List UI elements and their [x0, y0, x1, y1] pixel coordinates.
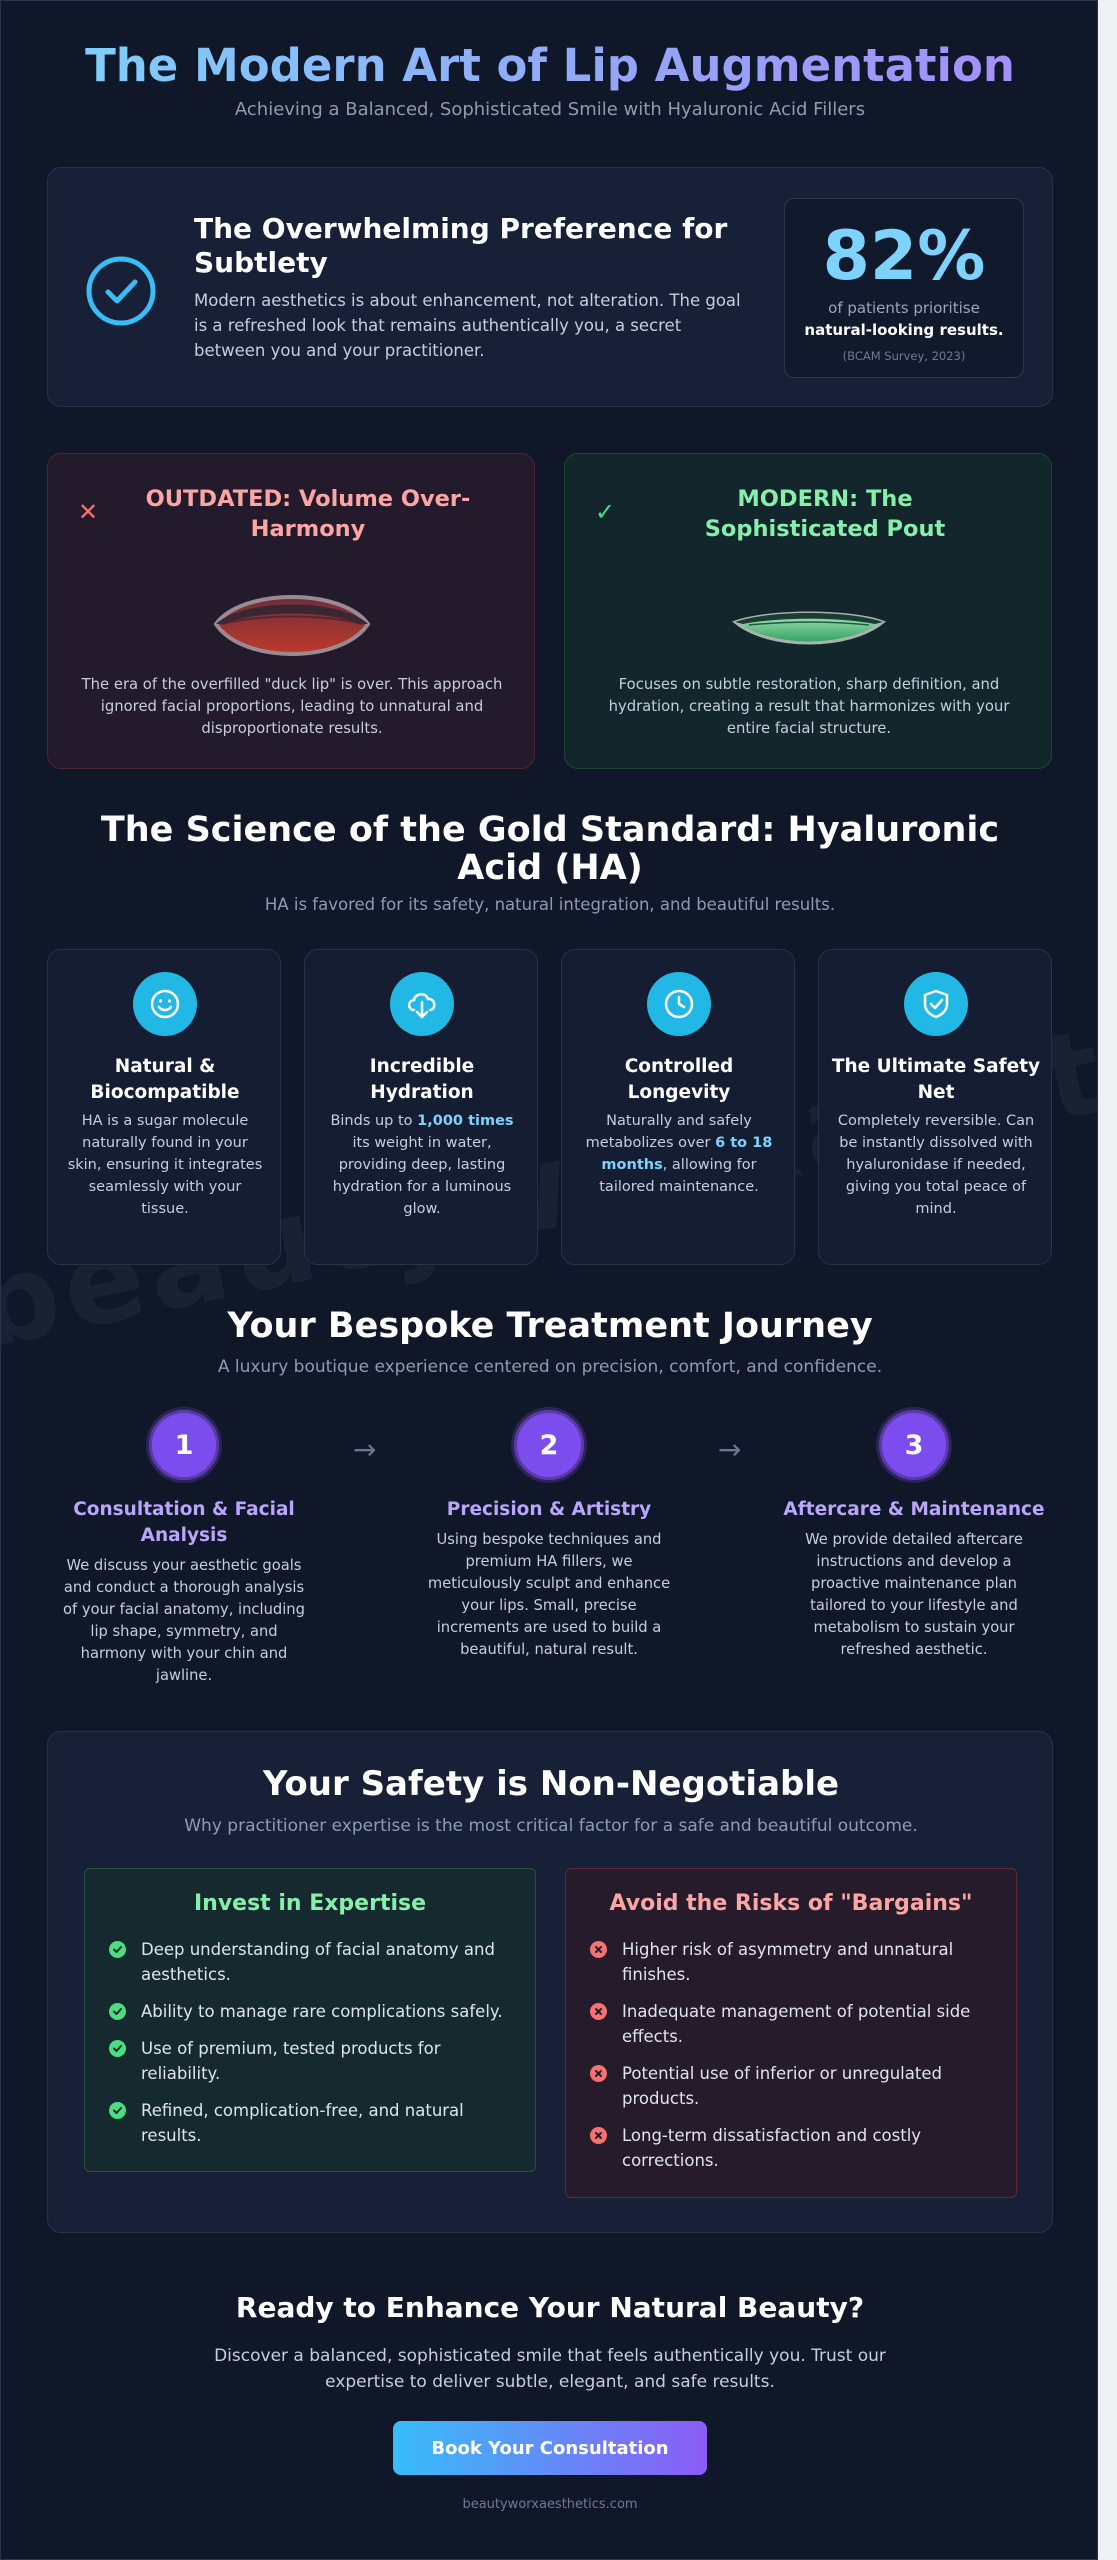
invest-title: Invest in Expertise: [193, 1891, 427, 1916]
stat-line-1: of patients prioritise: [828, 299, 980, 317]
x-icon: ✕: [78, 498, 99, 526]
feature-card-hydration: [304, 949, 538, 1265]
avoid-list: [590, 1937, 994, 2185]
check-circle-icon: [84, 254, 158, 328]
science-subtitle: HA is favored for its safety, natural integration, and beautiful results.: [264, 895, 836, 914]
feature-text: Naturally and safely metabolizes over 6 to 18 months, allowing for tailored maintenance.: [585, 1113, 773, 1195]
step-title: Precision & Artistry: [446, 1499, 652, 1520]
outdated-card: [47, 453, 535, 769]
modern-card: [564, 453, 1052, 769]
clock-icon: [647, 972, 711, 1036]
list-item: Long-term dissatisfaction and costly corrections.: [590, 2123, 994, 2173]
journey-title: Your Bespoke Treatment Journey: [227, 1306, 873, 1346]
step-number-3: 3: [879, 1410, 949, 1480]
step-title: Consultation & Facial Analysis: [73, 1499, 295, 1546]
list-item: Potential use of inferior or unregulated products.: [590, 2061, 994, 2111]
check-icon: [109, 2102, 126, 2119]
check-icon: [109, 2003, 126, 2020]
preference-text: Modern aesthetics is about enhancement, not alteration. The goal is a refreshed look that remains authentically you, a secret between you and your practitioner.: [194, 291, 741, 360]
feature-card-longevity: [561, 949, 795, 1265]
check-icon: ✓: [595, 498, 616, 526]
list-item: Higher risk of asymmetry and unnatural finishes.: [590, 1937, 994, 1987]
check-icon: [109, 1941, 126, 1958]
book-consultation-button[interactable]: Book Your Consultation: [393, 2421, 707, 2475]
step-text: We discuss your aesthetic goals and conduct a thorough analysis of your facial anatomy, including lip shape, symmetry, and harmony with your chin and jawline.: [63, 1557, 305, 1684]
preference-card: [47, 167, 1053, 407]
modern-text: Focuses on subtle restoration, sharp definition, and hydration, creating a result that harmonizes with your entire facial structure.: [608, 676, 1010, 737]
feature-text: HA is a sugar molecule naturally found in your skin, ensuring it integrates seamlessly with your tissue.: [67, 1113, 263, 1217]
arrow-right-icon: →: [718, 1433, 742, 1466]
page-title: The Modern Art of Lip Augmentation: [1, 39, 1098, 92]
invest-list: [109, 1937, 513, 2160]
feature-title: Incredible Hydration: [369, 1056, 475, 1103]
feature-text: Completely reversible. Can be instantly dissolved with hyaluronidase if needed, giving you total peace of mind.: [837, 1113, 1035, 1217]
outdated-title: OUTDATED: Volume Over-Harmony: [145, 486, 471, 542]
avoid-box: [565, 1868, 1017, 2198]
x-circle-icon: [590, 2003, 607, 2020]
sophisticated-lip-illustration: [729, 584, 889, 664]
x-circle-icon: [590, 2065, 607, 2082]
stat-value: 82%: [822, 217, 986, 296]
list-item: Deep understanding of facial anatomy and aesthetics.: [109, 1937, 513, 1987]
step-number-2: 2: [514, 1410, 584, 1480]
invest-box: [84, 1868, 536, 2172]
feature-title: Controlled Longevity: [624, 1056, 734, 1103]
step-title: Aftercare & Maintenance: [783, 1499, 1045, 1520]
check-icon: [109, 2040, 126, 2057]
safety-subtitle: Why practitioner expertise is the most critical factor for a safe and beautiful outcome.: [184, 1816, 918, 1836]
feature-text: Binds up to 1,000 times its weight in water, providing deep, lasting hydration for a luminous glow.: [330, 1113, 514, 1217]
feature-highlight: 6 to 18 months: [601, 1135, 773, 1173]
arrow-right-icon: →: [353, 1433, 377, 1466]
journey-subtitle: A luxury boutique experience centered on precision, comfort, and confidence.: [217, 1357, 883, 1377]
x-circle-icon: [590, 1941, 607, 1958]
feature-title: The Ultimate Safety Net: [831, 1056, 1041, 1103]
stat-line-2: natural-looking results.: [804, 321, 1004, 339]
list-item: Use of premium, tested products for reliability.: [109, 2036, 513, 2086]
safety-title: Your Safety is Non-Negotiable: [262, 1764, 840, 1804]
avoid-title: Avoid the Risks of "Bargains": [609, 1891, 973, 1916]
feature-card-biocompatible: [47, 949, 281, 1265]
smile-icon: [133, 972, 197, 1036]
shield-check-icon: [904, 972, 968, 1036]
cta-text: Discover a balanced, sophisticated smile that feels authentically you. Trust our expertise to deliver subtle, elegant, and safe results.: [214, 2346, 886, 2392]
overfilled-lip-illustration: [212, 584, 372, 664]
science-title: The Science of the Gold Standard: Hyaluronic Acid (HA): [100, 810, 1000, 888]
step-text: We provide detailed aftercare instructions and develop a proactive maintenance plan tailored to your lifestyle and metabolism to sustain your refreshed aesthetic.: [805, 1531, 1023, 1658]
feature-highlight: 1,000 times: [417, 1113, 514, 1129]
preference-title: The Overwhelming Preference for Subtlety: [194, 212, 728, 279]
page-subtitle: Achieving a Balanced, Sophisticated Smile with Hyaluronic Acid Fillers: [234, 99, 866, 120]
list-item: Refined, complication-free, and natural results.: [109, 2098, 513, 2148]
feature-card-safety-net: [818, 949, 1052, 1265]
cloud-download-icon: [390, 972, 454, 1036]
safety-card: [47, 1731, 1053, 2233]
stat-source: (BCAM Survey, 2023): [842, 349, 966, 363]
step-text: Using bespoke techniques and premium HA fillers, we meticulously sculpt and enhance your lips. Small, precise increments are used to build a beautiful, natural result.: [427, 1531, 671, 1658]
step-number-1: 1: [149, 1410, 219, 1480]
list-item: Ability to manage rare complications safely.: [109, 1999, 513, 2024]
modern-title: MODERN: The Sophisticated Pout: [704, 486, 946, 542]
stat-box: [784, 198, 1024, 378]
feature-title: Natural & Biocompatible: [90, 1056, 240, 1103]
x-circle-icon: [590, 2127, 607, 2144]
list-item: Inadequate management of potential side effects.: [590, 1999, 994, 2049]
cta-title: Ready to Enhance Your Natural Beauty?: [235, 2291, 865, 2324]
outdated-text: The era of the overfilled "duck lip" is over. This approach ignored facial proportions, leading to unnatural and disproportionate results.: [81, 676, 503, 737]
footer-link[interactable]: beautyworxaesthetics.com: [462, 2497, 638, 2512]
